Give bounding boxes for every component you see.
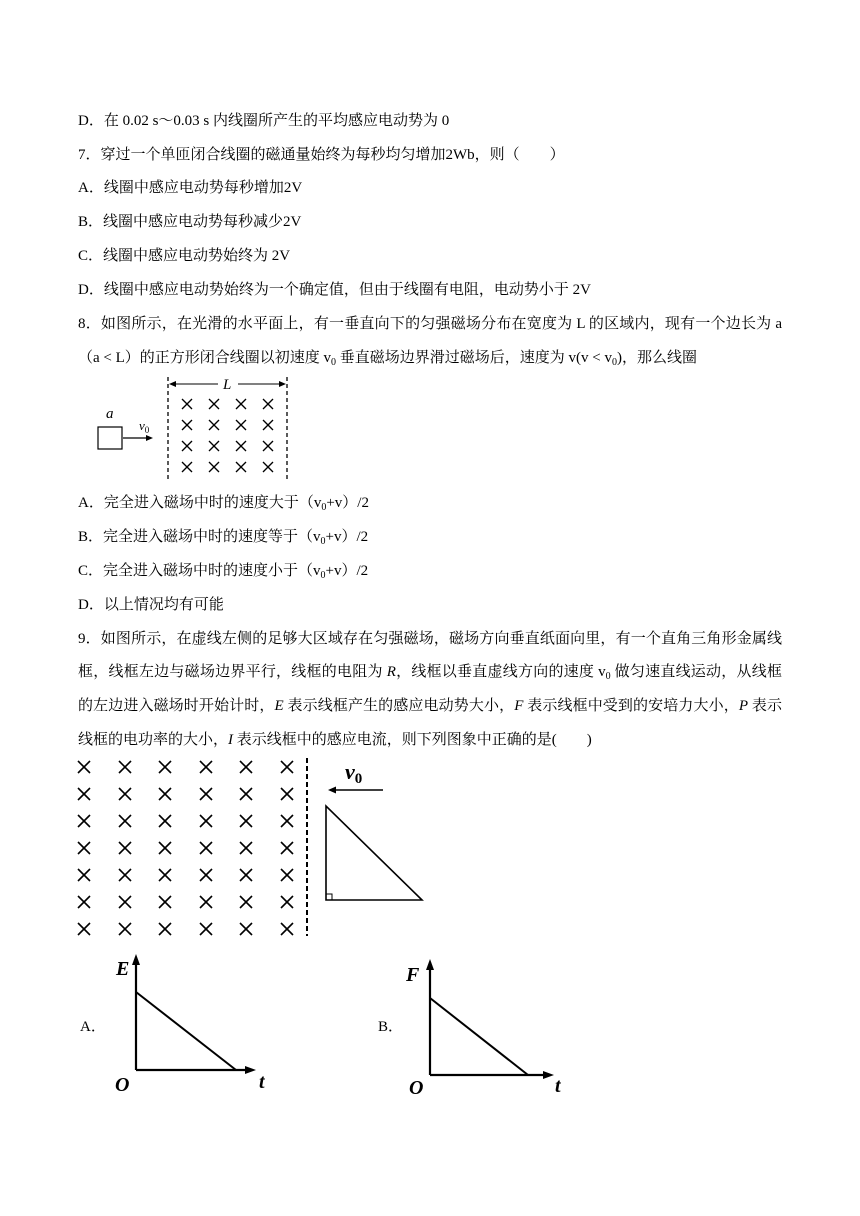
field-cross-icon: [200, 896, 212, 908]
option-text: +v）/2: [325, 563, 369, 579]
y-axis-label: F: [406, 964, 420, 986]
field-cross-icon: [200, 815, 212, 827]
velocity-subscript: 0: [144, 425, 150, 435]
field-cross-icon: [281, 761, 293, 773]
field-cross-icon: [281, 896, 293, 908]
field-cross-icon: [119, 761, 131, 773]
question-7-stem: 7．穿过一个单匝闭合线圈的磁通量始终为每秒均匀增加2Wb，则（ ）: [78, 147, 565, 163]
field-cross-icon: [159, 869, 171, 881]
option-text: C．完全进入磁场中时的速度小于（v: [78, 563, 321, 579]
width-label: L: [223, 377, 232, 393]
right-angle-marker: [326, 894, 332, 900]
velocity-arrow: [328, 787, 383, 794]
field-cross-icon: [209, 462, 219, 472]
field-cross-icon: [240, 761, 252, 773]
option-text: +v）/2: [325, 529, 369, 545]
subscript: 0: [320, 570, 326, 581]
field-cross-icon: [159, 761, 171, 773]
field-cross-icon: [119, 842, 131, 854]
field-cross-icon: [78, 869, 90, 881]
field-cross-icon: [182, 420, 192, 430]
option-text: +v）/2: [326, 495, 369, 511]
magnetic-field-crosses: [182, 399, 273, 472]
field-cross-icon: [78, 761, 90, 773]
subscript: 0: [605, 671, 611, 682]
field-cross-icon: [159, 842, 171, 854]
stem-text: 框，线框左边与磁场边界平行，线框的电阻为: [78, 664, 387, 680]
subscript: 0: [331, 357, 337, 368]
emf-symbol: E: [274, 698, 284, 714]
question-8-figure: [98, 377, 287, 481]
field-cross-icon: [281, 923, 293, 935]
field-cross-icon: [200, 761, 212, 773]
graph-line: [136, 992, 236, 1070]
subscript: 0: [320, 536, 326, 547]
question-7-option-d: D．线圈中感应电动势始终为一个确定值，但由于线圈有电阻，电动势小于 2V: [78, 282, 591, 298]
field-cross-icon: [182, 441, 192, 451]
side-length-label: a: [106, 406, 114, 422]
power-symbol: P: [738, 698, 748, 714]
question-8-option-d: D．以上情况均有可能: [78, 597, 224, 613]
triangular-coil: [326, 806, 422, 900]
field-cross-icon: [159, 788, 171, 800]
stem-text: 表示: [748, 698, 782, 714]
field-cross-icon: [159, 896, 171, 908]
question-7-option-c: C．线圈中感应电动势始终为 2V: [78, 248, 291, 264]
origin-label: O: [115, 1074, 130, 1096]
stem-text: 做匀速直线运动，从线框: [610, 664, 782, 680]
graph-option-a-label: A．: [80, 1019, 106, 1035]
square-coil: [98, 427, 122, 449]
field-cross-icon: [119, 923, 131, 935]
field-cross-icon: [78, 842, 90, 854]
velocity-label: [345, 759, 362, 787]
y-axis-arrowhead: [426, 959, 434, 970]
field-cross-icon: [119, 869, 131, 881]
stem-text: 表示线框中的感应电流，则下列图象中正确的是( ): [233, 732, 592, 748]
x-axis-arrowhead: [245, 1066, 256, 1074]
field-cross-icon: [200, 869, 212, 881]
field-cross-icon: [281, 788, 293, 800]
field-cross-icon: [263, 399, 273, 409]
field-cross-icon: [78, 788, 90, 800]
y-axis-arrowhead: [132, 954, 140, 965]
field-cross-icon: [263, 441, 273, 451]
graph-line: [430, 998, 528, 1075]
field-cross-icon: [236, 441, 246, 451]
origin-label: O: [409, 1077, 424, 1099]
field-cross-icon: [200, 923, 212, 935]
field-cross-icon: [240, 815, 252, 827]
stem-text: 表示线框中受到的安培力大小，: [523, 698, 739, 714]
subscript: 0: [612, 357, 618, 368]
field-cross-icon: [209, 441, 219, 451]
field-cross-icon: [119, 815, 131, 827]
velocity-label: [139, 418, 150, 435]
field-cross-icon: [119, 896, 131, 908]
x-axis-arrowhead: [543, 1071, 554, 1079]
field-cross-icon: [78, 815, 90, 827]
stem-text: 表示线框产生的感应电动势大小，: [283, 698, 515, 714]
graph-a: [115, 954, 266, 1096]
field-cross-icon: [240, 923, 252, 935]
field-cross-icon: [240, 788, 252, 800]
question-8-stem-line-1: 8．如图所示，在光滑的水平面上，有一垂直向下的匀强磁场分布在宽度为 L 的区域内，现有一个边长为 a: [78, 316, 782, 332]
field-cross-icon: [236, 399, 246, 409]
field-cross-icon: [281, 815, 293, 827]
field-cross-icon: [209, 399, 219, 409]
stem-text: ，线框以垂直虚线方向的速度 v: [395, 664, 606, 680]
field-cross-icon: [159, 923, 171, 935]
stem-text: 的左边进入磁场时开始计时，: [78, 698, 275, 714]
option-text: A．完全进入磁场中时的速度大于（v: [78, 495, 322, 511]
field-cross-icon: [78, 896, 90, 908]
question-9-stem-line-1: 9．如图所示，在虚线左侧的足够大区域存在匀强磁场，磁场方向垂直纸面向里，有一个直角三角形金属线: [78, 631, 782, 647]
graph-option-b-label: B．: [378, 1019, 404, 1035]
field-cross-icon: [119, 788, 131, 800]
current-symbol: I: [228, 732, 234, 748]
field-cross-icon: [182, 399, 192, 409]
x-axis-label: t: [555, 1075, 561, 1097]
question-6-option-d: D．在 0.02 s～0.03 s 内线圈所产生的平均感应电动势为 0: [78, 113, 450, 129]
question-7-option-b: B．线圈中感应电动势每秒减少2V: [78, 214, 302, 230]
stem-text: 垂直磁场边界滑过磁场后，速度为 v(v < v: [336, 350, 613, 366]
question-9-figure: [78, 758, 422, 936]
field-cross-icon: [263, 462, 273, 472]
velocity-symbol: v: [139, 418, 145, 433]
velocity-subscript: 0: [354, 771, 363, 787]
field-cross-icon: [200, 788, 212, 800]
x-axis-label: t: [259, 1071, 265, 1093]
stem-text: )，那么线圈: [617, 350, 698, 366]
resistance-symbol: R: [386, 664, 396, 680]
field-cross-icon: [159, 815, 171, 827]
question-7-option-a: A．线圈中感应电动势每秒增加2V: [78, 180, 303, 196]
field-cross-icon: [236, 420, 246, 430]
stem-text: （a < L）的正方形闭合线圈以初速度 v: [78, 350, 332, 366]
field-cross-icon: [240, 896, 252, 908]
field-cross-icon: [200, 842, 212, 854]
option-text: B．完全进入磁场中时的速度等于（v: [78, 529, 321, 545]
force-symbol: F: [514, 698, 524, 714]
field-cross-icon: [78, 923, 90, 935]
field-cross-icon: [281, 869, 293, 881]
field-cross-icon: [209, 420, 219, 430]
subscript: 0: [321, 502, 327, 513]
stem-text: 线框的电功率的大小，: [78, 732, 229, 748]
field-cross-icon: [281, 842, 293, 854]
field-cross-icon: [182, 462, 192, 472]
field-cross-icon: [240, 869, 252, 881]
graph-b: [405, 959, 562, 1099]
field-cross-icon: [240, 842, 252, 854]
field-cross-icon: [236, 462, 246, 472]
field-cross-icon: [263, 420, 273, 430]
velocity-symbol: v: [345, 759, 355, 784]
y-axis-label: E: [116, 958, 130, 980]
magnetic-field-crosses: [78, 761, 293, 935]
velocity-arrow: [123, 435, 153, 441]
